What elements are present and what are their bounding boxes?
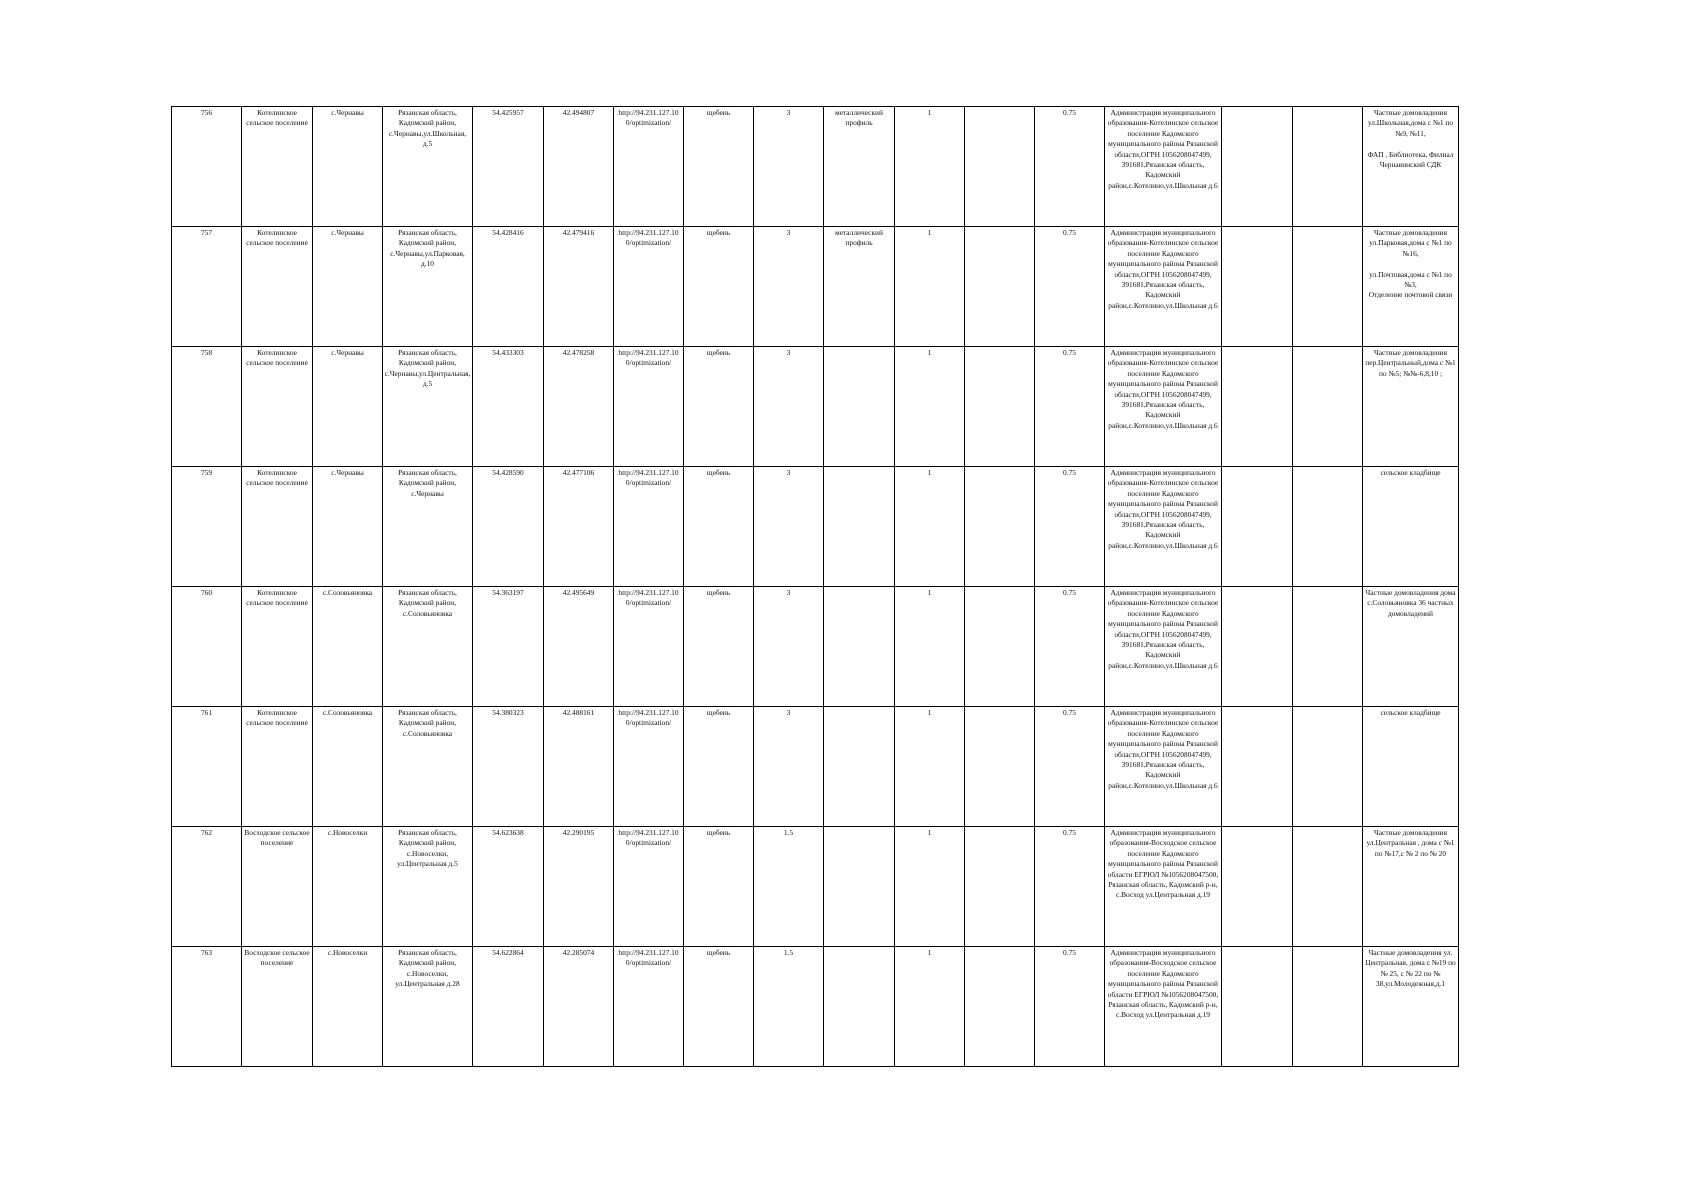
cell-container-type	[824, 587, 895, 707]
cell-owner: Администрация муниципального образования-Котелинское сельское поселение Кадомского муниципального района Рязанской области,ОГРН 1056208047499, 391681,Рязанская область, Кадомский район,с.Котелино,ул.Школьная д.6	[1105, 707, 1222, 827]
cell-container-count: 1	[895, 587, 965, 707]
cell-volume: 0.75	[1035, 347, 1105, 467]
cell-area: 3	[754, 587, 824, 707]
cell-number: 757	[172, 227, 242, 347]
cell-map-link[interactable]: http://94.231.127.10 0/optimization/	[614, 227, 684, 347]
cell-surface: щебень	[684, 107, 754, 227]
cell-owner: Администрация муниципального образования-Котелинское сельское поселение Кадомского муниципального района Рязанской области,ОГРН 1056208047499, 391681,Рязанская область, Кадомский район,с.Котелино,ул.Школьная д.6	[1105, 467, 1222, 587]
table-row	[172, 587, 1459, 707]
cell-map-link[interactable]: http://94.231.127.10 0/optimization/	[614, 347, 684, 467]
cell-owner: Администрация муниципального образования-Котелинское сельское поселение Кадомского муниципального района Рязанской области,ОГРН 1056208047499, 391681,Рязанская область, Кадомский район,с.Котелино,ул.Школьная д.6	[1105, 107, 1222, 227]
cell-map-link[interactable]: http://94.231.127.10 0/optimization/	[614, 107, 684, 227]
cell-address: Рязанская область, Кадомский район, с.Чернавы,ул.Парковая, д.10	[383, 227, 473, 347]
cell-waste-sources: Частные домовладения ул. Центральная, дома с №19 по № 25, с № 22 по № 38,ул.Молодежная,д.1	[1363, 947, 1459, 1067]
cell-settlement: Котелинское сельское поселение	[242, 227, 313, 347]
cell-number: 761	[172, 707, 242, 827]
cell-latitude: 54.428416	[473, 227, 544, 347]
cell-empty	[965, 707, 1035, 827]
cell-latitude: 54.623638	[473, 827, 544, 947]
table-row	[172, 467, 1459, 587]
cell-longitude: 42.479416	[544, 227, 614, 347]
cell-extra-2	[1293, 947, 1363, 1067]
cell-surface: щебень	[684, 587, 754, 707]
cell-extra-1	[1222, 947, 1293, 1067]
cell-settlement: Восходское сельское поселение	[242, 827, 313, 947]
cell-longitude: 42.290195	[544, 827, 614, 947]
cell-container-count: 1	[895, 467, 965, 587]
cell-extra-2	[1293, 467, 1363, 587]
cell-extra-1	[1222, 587, 1293, 707]
cell-latitude: 54.380323	[473, 707, 544, 827]
cell-longitude: 42.495649	[544, 587, 614, 707]
cell-waste-sources: сельское кладбище	[1363, 707, 1459, 827]
cell-owner: Администрация муниципального образования-Котелинское сельское поселение Кадомского муниципального района Рязанской области,ОГРН 1056208047499, 391681,Рязанская область, Кадомский район,с.Котелино,ул.Школьная д.6	[1105, 587, 1222, 707]
cell-container-type	[824, 827, 895, 947]
table-row	[172, 227, 1459, 347]
cell-address: Рязанская область, Кадомский район, с.Чернавы,ул.Школьная, д.5	[383, 107, 473, 227]
cell-latitude: 54.363197	[473, 587, 544, 707]
cell-container-type: металлический профиль	[824, 107, 895, 227]
cell-container-type	[824, 707, 895, 827]
cell-number: 760	[172, 587, 242, 707]
cell-latitude: 54.425957	[473, 107, 544, 227]
table-row	[172, 827, 1459, 947]
registry-table	[171, 106, 1459, 1067]
cell-extra-1	[1222, 107, 1293, 227]
cell-number: 758	[172, 347, 242, 467]
cell-surface: щебень	[684, 707, 754, 827]
cell-settlement: Котелинское сельское поселение	[242, 707, 313, 827]
cell-latitude: 54.433303	[473, 347, 544, 467]
cell-settlement: Восходское сельское поселение	[242, 947, 313, 1067]
cell-extra-2	[1293, 827, 1363, 947]
cell-longitude: 42.488161	[544, 707, 614, 827]
cell-village: с.Чернавы	[313, 227, 383, 347]
cell-empty	[965, 827, 1035, 947]
cell-volume: 0.75	[1035, 467, 1105, 587]
cell-village: с.Соловьяновка	[313, 707, 383, 827]
cell-number: 762	[172, 827, 242, 947]
cell-address: Рязанская область, Кадомский район, с.Чернавы	[383, 467, 473, 587]
cell-owner: Администрация муниципального образования-Восходское сельское поселение Кадомского муниципального района Рязанской области ЕГРЮЛ №1056208047500, Рязанская область, Кадомский р-н, с.Восход ул.Центральная д.19	[1105, 827, 1222, 947]
cell-map-link[interactable]: http://94.231.127.10 0/optimization/	[614, 587, 684, 707]
cell-container-count: 1	[895, 827, 965, 947]
cell-village: с.Новоселки	[313, 947, 383, 1067]
cell-address: Рязанская область, Кадомский район, с.Новоселки, ул.Центральная д.5	[383, 827, 473, 947]
cell-surface: щебень	[684, 827, 754, 947]
cell-empty	[965, 107, 1035, 227]
cell-waste-sources: Частные домовладения ул.Парковая,дома с №1 по №16, ул.Почтовая,дома с №1 по №3, Отделение почтовой связи	[1363, 227, 1459, 347]
cell-village: с.Чернавы	[313, 467, 383, 587]
cell-address: Рязанская область, Кадомский район, с.Соловьяновка	[383, 587, 473, 707]
cell-latitude: 54.622864	[473, 947, 544, 1067]
cell-address: Рязанская область, Кадомский район, с.Соловьяновка	[383, 707, 473, 827]
cell-empty	[965, 467, 1035, 587]
cell-surface: щебень	[684, 947, 754, 1067]
cell-longitude: 42.477106	[544, 467, 614, 587]
cell-longitude: 42.478258	[544, 347, 614, 467]
cell-volume: 0.75	[1035, 827, 1105, 947]
cell-empty	[965, 587, 1035, 707]
cell-container-type	[824, 467, 895, 587]
cell-surface: щебень	[684, 467, 754, 587]
cell-number: 759	[172, 467, 242, 587]
table-row	[172, 947, 1459, 1067]
cell-extra-2	[1293, 707, 1363, 827]
cell-extra-1	[1222, 827, 1293, 947]
cell-village: с.Новоселки	[313, 827, 383, 947]
cell-number: 763	[172, 947, 242, 1067]
cell-village: с.Соловьяновка	[313, 587, 383, 707]
cell-volume: 0.75	[1035, 947, 1105, 1067]
cell-extra-1	[1222, 347, 1293, 467]
cell-longitude: 42.285074	[544, 947, 614, 1067]
cell-volume: 0.75	[1035, 587, 1105, 707]
cell-owner: Администрация муниципального образования-Котелинское сельское поселение Кадомского муниципального района Рязанской области,ОГРН 1056208047499, 391681,Рязанская область, Кадомский район,с.Котелино,ул.Школьная д.6	[1105, 227, 1222, 347]
cell-extra-2	[1293, 587, 1363, 707]
cell-surface: щебень	[684, 347, 754, 467]
cell-settlement: Котелинское сельское поселение	[242, 467, 313, 587]
cell-latitude: 54.428590	[473, 467, 544, 587]
cell-number: 756	[172, 107, 242, 227]
cell-volume: 0.75	[1035, 107, 1105, 227]
cell-waste-sources: Частные домовладения пер.Центральный,дома с №1 по №5; №№-6,8,10 ;	[1363, 347, 1459, 467]
cell-container-count: 1	[895, 347, 965, 467]
cell-volume: 0.75	[1035, 227, 1105, 347]
cell-map-link[interactable]: http://94.231.127.10 0/optimization/	[614, 827, 684, 947]
cell-village: с.Чернавы	[313, 107, 383, 227]
cell-waste-sources: Частные домовладения ул.Центральная , дома с №1 по №17,с № 2 по № 20	[1363, 827, 1459, 947]
cell-settlement: Котелинское сельское поселение	[242, 587, 313, 707]
cell-extra-1	[1222, 467, 1293, 587]
cell-extra-2	[1293, 107, 1363, 227]
cell-extra-1	[1222, 707, 1293, 827]
cell-area: 3	[754, 467, 824, 587]
cell-empty	[965, 947, 1035, 1067]
cell-area: 3	[754, 707, 824, 827]
cell-container-count: 1	[895, 947, 965, 1067]
cell-container-type	[824, 947, 895, 1067]
cell-waste-sources: Частные домовладения ул.Школьная,дома с №1 по №9, №11, ФАП , Библиотека, Филиал Чернавинский СДК	[1363, 107, 1459, 227]
cell-longitude: 42.494807	[544, 107, 614, 227]
cell-map-link[interactable]: http://94.231.127.10 0/optimization/	[614, 467, 684, 587]
cell-settlement: Котелинское сельское поселение	[242, 347, 313, 467]
cell-extra-1	[1222, 227, 1293, 347]
cell-area: 3	[754, 347, 824, 467]
cell-waste-sources: Частные домовладения дома с.Соловьяновка 36 частных домовладений	[1363, 587, 1459, 707]
cell-empty	[965, 227, 1035, 347]
cell-container-type: металлический профиль	[824, 227, 895, 347]
cell-area: 3	[754, 227, 824, 347]
cell-address: Рязанская область, Кадомский район, с.Чернавы,ул.Центральная, д.5	[383, 347, 473, 467]
cell-empty	[965, 347, 1035, 467]
cell-extra-2	[1293, 347, 1363, 467]
cell-owner: Администрация муниципального образования-Восходское сельское поселение Кадомского муниципального района Рязанской области ЕГРЮЛ №1056208047500, Рязанская область, Кадомский р-н, с.Восход ул.Центральная д.19	[1105, 947, 1222, 1067]
cell-map-link[interactable]: http://94.231.127.10 0/optimization/	[614, 947, 684, 1067]
cell-extra-2	[1293, 227, 1363, 347]
cell-owner: Администрация муниципального образования-Котелинское сельское поселение Кадомского муниципального района Рязанской области,ОГРН 1056208047499, 391681,Рязанская область, Кадомский район,с.Котелино,ул.Школьная д.6	[1105, 347, 1222, 467]
cell-container-count: 1	[895, 227, 965, 347]
table-row	[172, 347, 1459, 467]
cell-village: с.Чернавы	[313, 347, 383, 467]
cell-area: 1.5	[754, 947, 824, 1067]
cell-container-count: 1	[895, 707, 965, 827]
cell-surface: щебень	[684, 227, 754, 347]
cell-area: 3	[754, 107, 824, 227]
cell-container-type	[824, 347, 895, 467]
cell-address: Рязанская область, Кадомский район, с.Новоселки, ул.Центральная д.28	[383, 947, 473, 1067]
cell-area: 1.5	[754, 827, 824, 947]
cell-waste-sources: сельское кладбище	[1363, 467, 1459, 587]
cell-map-link[interactable]: http://94.231.127.10 0/optimization/	[614, 707, 684, 827]
table-row	[172, 107, 1459, 227]
cell-settlement: Котелинское сельское поселение	[242, 107, 313, 227]
table-row	[172, 707, 1459, 827]
cell-container-count: 1	[895, 107, 965, 227]
cell-volume: 0.75	[1035, 707, 1105, 827]
